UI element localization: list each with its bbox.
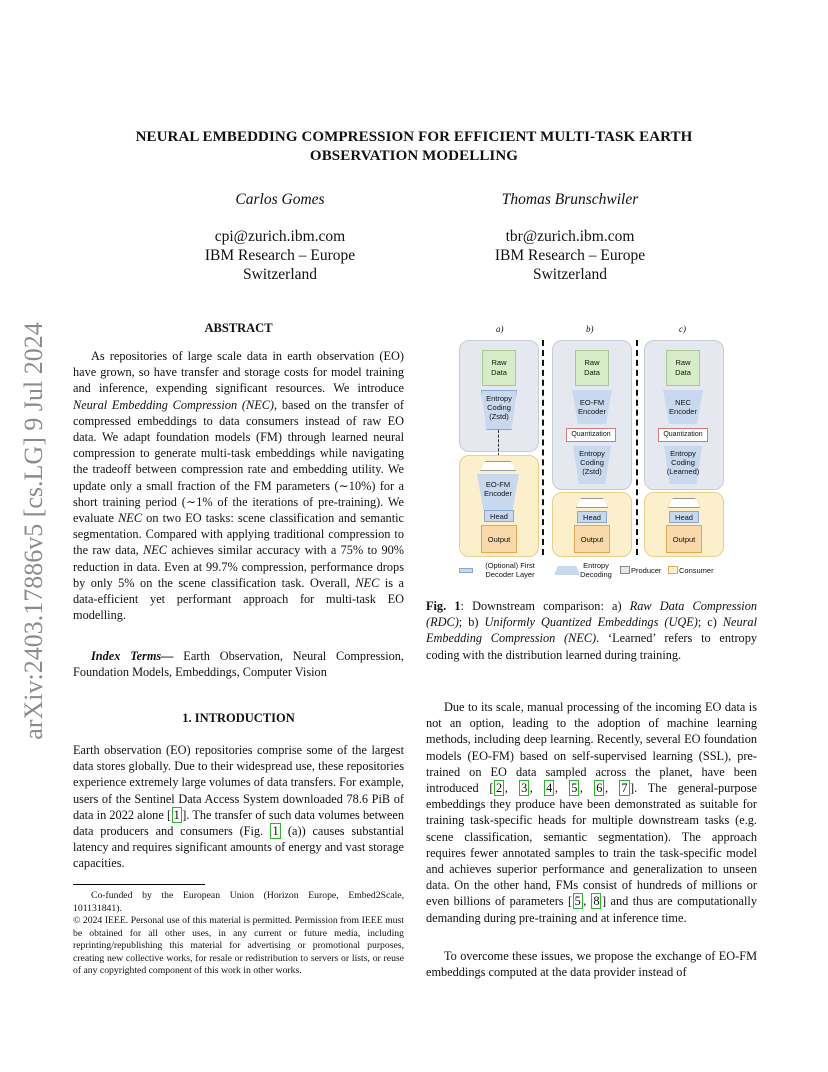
author-country: Switzerland xyxy=(532,266,608,283)
output-box: Output xyxy=(574,525,610,553)
panel-label-a: a) xyxy=(496,324,504,334)
raw-data-box: Raw Data xyxy=(575,350,609,386)
separator-line xyxy=(542,340,544,555)
figure-caption: Fig. 1: Downstream comparison: a) Raw Data Compression (RDC); b) Uniformly Quantized Embeddings (UQE); c) Neural Embedding Compression (NEC). ‘Learned’ refers to entropy coding with the distribution learned during training. xyxy=(426,599,758,662)
author-email[interactable]: cpi@zurich.ibm.com xyxy=(214,228,346,245)
author-affiliation: IBM Research – Europe xyxy=(494,247,646,264)
decoder-layer-shape xyxy=(480,461,516,471)
citation-link[interactable]: 5 xyxy=(571,781,578,796)
head-box: Head xyxy=(484,510,514,522)
entropy-coding-label: Entropy Coding (Zstd) xyxy=(579,449,605,476)
paper-title: NEURAL EMBEDDING COMPRESSION FOR EFFICIENT MULTI-TASK EARTH OBSERVATION MODELLING xyxy=(135,129,693,164)
head-box: Head xyxy=(669,511,699,523)
legend-decoder-label: (Optional) First Decoder Layer xyxy=(485,561,535,579)
entropy-coding-label: Entropy Coding (Learned) xyxy=(666,449,700,476)
intro-paragraph: Earth observation (EO) repositories comprise some of the largest data stores globally. Due to their widespread use, these repositories experience extremely large volumes of data transfers. For example, users of the Sentinel Data Access System downloaded 78.6 PiB of data in 2022 alone [ 1 ]. The transfer of such data volumes between data producers and consumers (Fig. 1 (a)) causes substantial latency and requires significant amounts of energy and vast storage capacities. xyxy=(73,743,404,871)
footnote-copyright: © 2024 IEEE. Personal use of this material is permitted. Permission from IEEE must be obtained for all other uses, in any current or future media, including reprinting/republishing this material for advertising or promotional purposes, creating new collective works, for resale or redistribution to servers or lists, or reuse of any copyrighted component of this work in other works. xyxy=(73,915,404,976)
index-terms-label: Index Terms— xyxy=(91,649,174,663)
separator-line xyxy=(636,340,638,555)
decoder-layer-shape xyxy=(668,498,700,508)
citation-link[interactable]: 8 xyxy=(593,894,600,909)
entropy-coding-label: Entropy Coding (Zstd) xyxy=(486,394,512,421)
legend-decoder-swatch xyxy=(459,568,473,573)
author-name: Carlos Gomes xyxy=(235,191,325,208)
footnote-funding: Co-funded by the European Union (Horizon Europe, Embed2Scale, 101131841). xyxy=(73,890,404,914)
raw-data-box: Raw Data xyxy=(666,350,700,386)
citation-link[interactable]: 2 xyxy=(496,781,503,796)
author-block-2 xyxy=(440,190,700,284)
eofm-encoder-label: EO-FM Encoder xyxy=(578,398,606,416)
output-box: Output xyxy=(481,525,517,553)
author-email[interactable]: tbr@zurich.ibm.com xyxy=(505,228,635,245)
panel-label-b: b) xyxy=(586,324,594,334)
raw-data-box: Raw Data xyxy=(482,350,516,386)
legend-consumer-label: Consumer xyxy=(679,566,714,575)
legend-entropy-label: Entropy Decoding xyxy=(580,561,612,579)
author-affiliation: IBM Research – Europe xyxy=(204,247,356,264)
abstract-text: As repositories of large scale data in earth observation (EO) have grown, so have transfer and storage costs for model training and inference, expending significant resources. We introduce Neural Embedding Compression (NEC), based on the transfer of compressed embeddings to data consumers instead of raw EO data. We adapt foundation models (FM) through learned neural compression to generate multi-task embeddings while navigating the tradeoff between compression rate and embedding utility. We update only a small fraction of the FM parameters (∼10%) for a short training period (∼1% of the iterations of pre-training). We evaluate NEC on two EO tasks: scene classification and semantic segmentation. Compared with applying traditional compression to the raw data, NEC achieves similar accuracy with a 75% to 90% reduction in data. Even at 99.7% compression, performance drops by only 5% on the scene classification task. Overall, NEC is a data-efficient yet performant approach for multi-task EO modelling. xyxy=(73,349,405,623)
legend-consumer-swatch xyxy=(668,566,678,574)
body-paragraph: To overcome these issues, we propose the exchange of EO-FM embeddings computed at the data provider instead of xyxy=(426,949,757,980)
quantization-box: Quantization xyxy=(566,428,616,442)
head-box: Head xyxy=(577,511,607,523)
eofm-encoder-label: EO-FM Encoder xyxy=(484,480,512,498)
citation-link[interactable]: 3 xyxy=(521,781,528,796)
author-name: Thomas Brunschwiler xyxy=(501,191,639,208)
author-block-1 xyxy=(180,190,380,284)
legend-producer-swatch xyxy=(620,566,630,574)
panel-label-c: c) xyxy=(679,324,686,334)
body-paragraph: Due to its scale, manual processing of the incoming EO data is not an option, leading to the adoption of machine learning methods, including deep learning. Recently, several EO foundation models (EO-FM) based on self-supervised learning (SSL), pre-trained on EO data sampled across the planet, have been introduced [ 2 , 3 , 4 , 5 , 6 , 7 ]. The general-purpose embeddings they produce have been demonstrated as suitable for training task-specific heads for multiple downstream tasks (e.g. scene classification, semantic segmentation). The approach requires fewer annotated samples to train the task-specific model and achieves superior performance and generalization to unseen data. On the other hand, FMs consist of hundreds of millions or even billions of parameters [ 5 , 8 ] and thus are computationally demanding during pre-training and at inference time. xyxy=(426,700,757,925)
output-box: Output xyxy=(666,525,702,553)
legend-producer-label: Producer xyxy=(631,566,662,575)
index-terms: Index Terms— Earth Observation, Neural Compression, Foundation Models, Embeddings, Computer Vision xyxy=(73,649,404,680)
decoder-layer-shape xyxy=(576,498,608,508)
nec-encoder-label: NEC Encoder xyxy=(669,398,697,416)
footnote-rule xyxy=(73,884,205,885)
arxiv-identifier: arXiv:2403.17886v5 [cs.LG] 9 Jul 2024 xyxy=(19,322,48,740)
figure-1 xyxy=(426,318,766,580)
citation-link[interactable]: 5 xyxy=(574,894,581,909)
abstract-heading: ABSTRACT xyxy=(204,321,273,335)
intro-heading: 1. INTRODUCTION xyxy=(182,711,295,725)
citation-link[interactable]: 6 xyxy=(596,781,603,796)
citation-link[interactable]: 7 xyxy=(621,781,628,796)
arrow xyxy=(498,430,499,456)
figure-link[interactable]: 1 xyxy=(272,824,279,839)
citation-link[interactable]: 1 xyxy=(173,807,180,822)
citation-link[interactable]: 4 xyxy=(546,781,553,796)
quantization-box: Quantization xyxy=(658,428,708,442)
author-country: Switzerland xyxy=(242,266,318,283)
